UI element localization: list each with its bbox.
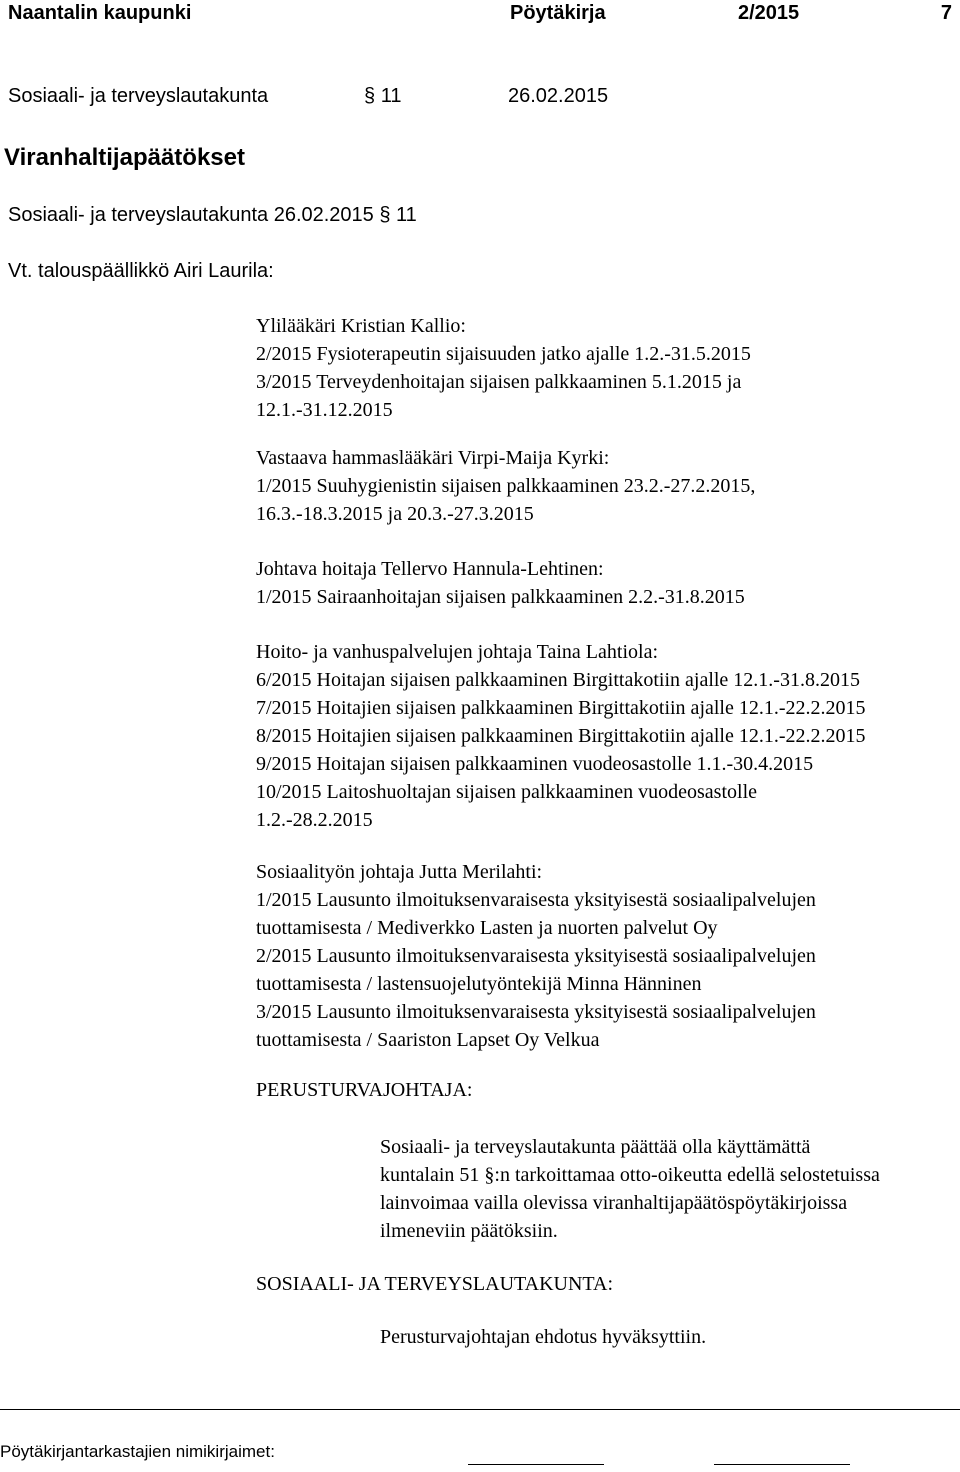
group-line: 1/2015 Suuhygienistin sijaisen palkkaaminen 23.2.-27.2.2015, — [256, 475, 756, 497]
group-heading: Hoito- ja vanhuspalvelujen johtaja Taina Lahtiola: — [256, 641, 659, 663]
meeting-date: 26.02.2015 — [508, 85, 609, 107]
decision-label: SOSIAALI- JA TERVEYSLAUTAKUNTA: — [256, 1273, 614, 1295]
group-line: tuottamisesta / Saariston Lapset Oy Velkua — [256, 1029, 600, 1051]
group-line: 12.1.-31.12.2015 — [256, 399, 393, 421]
meeting-section-number: 11 — [380, 85, 402, 107]
proposal-text — [380, 1133, 880, 1245]
proposal-line: kuntalain 51 §:n tarkoittamaa otto-oikeutta edellä selostetuissa — [380, 1164, 880, 1186]
decision-group-lahtiola — [256, 638, 866, 834]
group-heading: Sosiaalityön johtaja Jutta Merilahti: — [256, 861, 543, 883]
city-name: Naantalin kaupunki — [8, 2, 192, 24]
group-line: 7/2015 Hoitajien sijaisen palkkaaminen Birgittakotiin ajalle 12.1.-22.2.2015 — [256, 697, 866, 719]
decision-group-kyrki — [256, 444, 755, 528]
decision-group-merilahti — [256, 858, 816, 1054]
group-line: 1/2015 Lausunto ilmoituksenvaraisesta yksityisestä sosiaalipalvelujen — [256, 889, 816, 911]
group-heading: Johtava hoitaja Tellervo Hannula-Lehtinen: — [256, 558, 604, 580]
decision-text: Perusturvajohtajan ehdotus hyväksyttiin. — [380, 1326, 707, 1348]
proposal-label: PERUSTURVAJOHTAJA: — [256, 1079, 473, 1101]
group-line: 2/2015 Lausunto ilmoituksenvaraisesta yksityisestä sosiaalipalvelujen — [256, 945, 816, 967]
group-line: 10/2015 Laitoshuoltajan sijaisen palkkaaminen vuodeosastolle — [256, 781, 758, 803]
reference-line: Sosiaali- ja terveyslautakunta 26.02.2015 § 11 — [8, 204, 417, 226]
signature-line-1 — [468, 1464, 604, 1465]
decision-group-hannula-lehtinen — [256, 555, 745, 611]
page-title: Viranhaltijapäätökset — [4, 144, 245, 171]
group-line: 8/2015 Hoitajien sijaisen palkkaaminen Birgittakotiin ajalle 12.1.-22.2.2015 — [256, 725, 866, 747]
meeting-board: Sosiaali- ja terveyslautakunta — [8, 85, 269, 107]
group-line: 2/2015 Fysioterapeutin sijaisuuden jatko ajalle 1.2.-31.5.2015 — [256, 343, 751, 365]
decision-group-kallio — [256, 312, 751, 424]
group-line: 3/2015 Lausunto ilmoituksenvaraisesta yksityisestä sosiaalipalvelujen — [256, 1001, 816, 1023]
group-line: 1/2015 Sairaanhoitajan sijaisen palkkaaminen 2.2.-31.8.2015 — [256, 586, 745, 608]
group-line: 3/2015 Terveydenhoitajan sijaisen palkkaaminen 5.1.2015 ja — [256, 371, 742, 393]
signatures-label: Pöytäkirjantarkastajien nimikirjaimet: — [0, 1442, 275, 1461]
intro-line: Vt. talouspäällikkö Airi Laurila: — [8, 260, 274, 282]
page-header — [8, 2, 952, 28]
proposal-line: ilmeneviin päätöksiin. — [380, 1220, 558, 1242]
group-heading: Vastaava hammaslääkäri Virpi-Maija Kyrki: — [256, 447, 610, 469]
group-line: 1.2.-28.2.2015 — [256, 809, 373, 831]
group-line: 16.3.-18.3.2015 ja 20.3.-27.3.2015 — [256, 503, 534, 525]
document-type: Pöytäkirja — [510, 2, 606, 24]
proposal-line: lainvoimaa vailla olevissa viranhaltijapäätöspöytäkirjoissa — [380, 1192, 848, 1214]
group-line: 9/2015 Hoitajan sijaisen palkkaaminen vuodeosastolle 1.1.-30.4.2015 — [256, 753, 814, 775]
footer-divider — [0, 1409, 960, 1410]
meeting-section: § 11 — [364, 85, 402, 107]
page-number: 7 — [940, 2, 952, 24]
group-line: 6/2015 Hoitajan sijaisen palkkaaminen Birgittakotiin ajalle 12.1.-31.8.2015 — [256, 669, 860, 691]
group-heading: Ylilääkäri Kristian Kallio: — [256, 315, 466, 337]
group-line: tuottamisesta / lastensuojelutyöntekijä Minna Hänninen — [256, 973, 702, 995]
group-line: tuottamisesta / Mediverkko Lasten ja nuorten palvelut Oy — [256, 917, 718, 939]
document-number: 2/2015 — [738, 2, 800, 24]
proposal-line: Sosiaali- ja terveyslautakunta päättää olla käyttämättä — [380, 1136, 811, 1158]
signature-line-2 — [714, 1464, 850, 1465]
